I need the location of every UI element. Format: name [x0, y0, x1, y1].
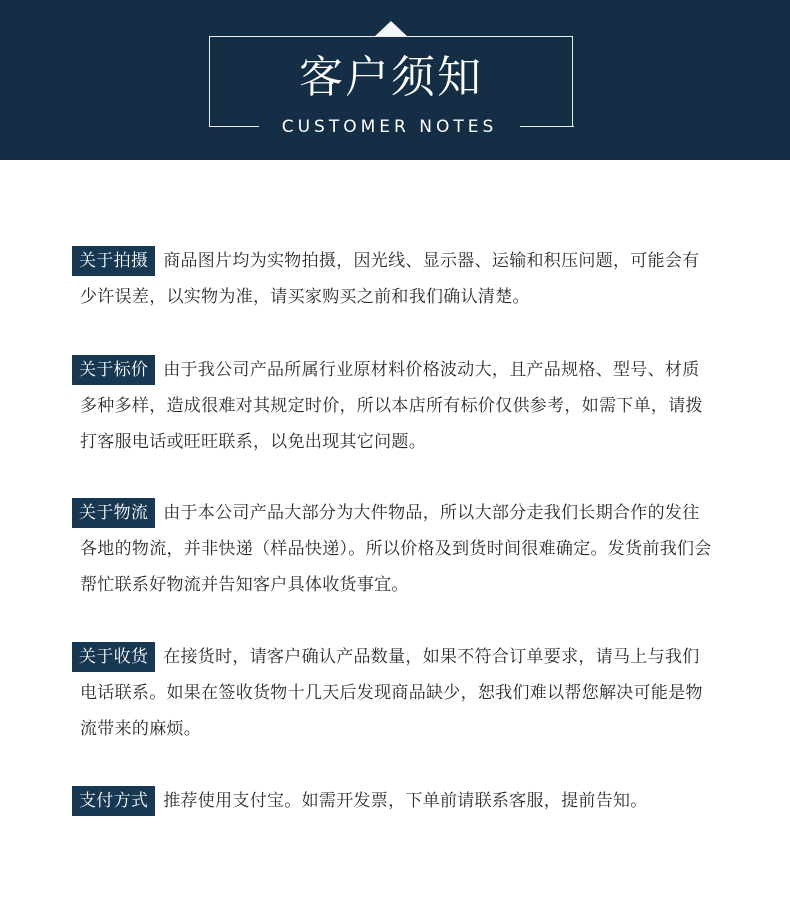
section-text: 在接货时，请客户确认产品数量，如果不符合订单要求，请马上与我们电话联系。如果在签收货物十几天后发现商品缺少，恕我们难以帮您解决可能是物流带来的麻烦。	[80, 647, 703, 739]
section-text: 由于本公司产品大部分为大件物品，所以大部分走我们长期合作的发往各地的物流，并非快递（样品快递）。所以价格及到货时间很难确定。发货前我们会帮忙联系好物流并告知客户具体收货事宜。	[80, 503, 712, 595]
frame-bottom-line-left	[209, 126, 259, 127]
page-title: 客户须知	[299, 52, 483, 103]
section-logistics	[80, 495, 715, 603]
section-label: 关于物流	[72, 498, 155, 528]
section-text: 推荐使用支付宝。如需开发票，下单前请联系客服，提前告知。	[163, 791, 648, 811]
section-label: 关于拍摄	[72, 246, 155, 276]
section-photography	[80, 243, 715, 315]
section-label: 关于标价	[72, 355, 155, 385]
section-text: 商品图片均为实物拍摄，因光线、显示器、运输和积压问题，可能会有少许误差，以实物为准，请买家购买之前和我们确认清楚。	[80, 251, 700, 307]
page-subtitle: CUSTOMER NOTES	[281, 117, 498, 137]
frame-bottom-line-right	[520, 126, 574, 127]
section-payment	[80, 783, 715, 819]
header-banner	[0, 0, 790, 160]
section-text: 由于我公司产品所属行业原材料价格波动大，且产品规格、型号、材质多种多样，造成很难对其规定时价，所以本店所有标价仅供参考，如需下单，请拨打客服电话或旺旺联系，以免出现其它问题。	[80, 360, 703, 452]
section-label: 支付方式	[72, 786, 155, 816]
section-label: 关于收货	[72, 642, 155, 672]
triangle-icon	[374, 21, 408, 37]
section-receiving	[80, 639, 715, 747]
section-pricing	[80, 352, 715, 460]
